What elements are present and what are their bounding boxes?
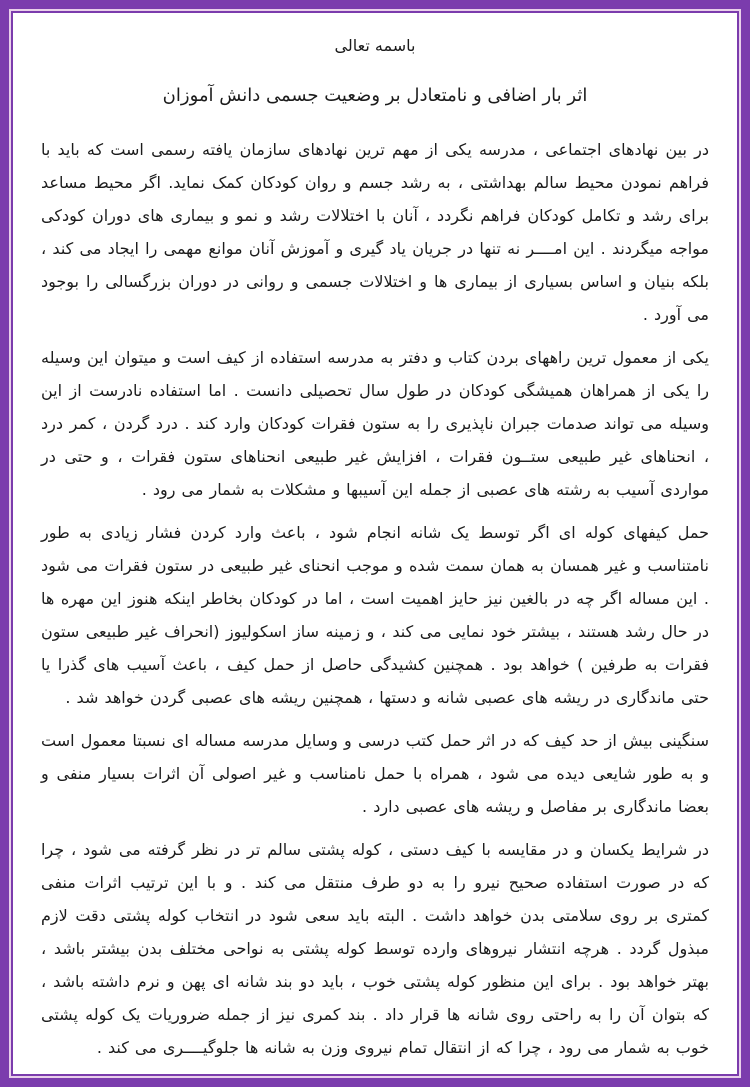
paragraph-backpack-recommendation: در شرایط یکسان و در مقایسه با کیف دستی ، کوله پشتی سالم تر در نظر گرفته می شود ، چرا که در صورت استفاده صحیح نیرو را به دو طرف منتقل می کند . و با این ترتیب اثرات منفی کمتری بر روی سلامتی بدن خواهد داشت . البته باید سعی شود در انتخاب کوله پشتی دقت لازم مبذول گردد . هرچه انتشار نیروهای وارده توسط کوله پشتی به نواحی مختلف بدن بیشتر باشد ، بهتر خواهد بود . برای این منظور کوله پشتی خوب ، باید دو بند شانه ای پهن و نرم داشته باشد ، که بتوان آن را به راحتی روی شانه ها قرار داد . بند کمری نیز از جمله ضروریات یک کوله پشتی خوب به شمار می رود ، چرا که از انتقال تمام نیروی وزن به شانه ها جلوگیــــری می کند . — [41, 839, 709, 1057]
bismillah-heading: باسمه تعالی — [334, 36, 416, 55]
document-title: اثر بار اضافی و نامتعادل بر وضعیت جسمی دانش آموزان — [162, 85, 588, 107]
paragraph-overweight-bag: سنگینی بیش از حد کیف که در اثر حمل کتب درسی و وسایل مدرسه مساله ای نسبتا معمول است و به طور شایعی دیده می شود ، همراه با حمل نامناسب و غیر اصولی آن اثرات بسیار منفی و بعضا ماندگاری بر مفاصل و ریشه های عصبی دارد . — [41, 730, 709, 816]
page-border-inner-frame — [11, 11, 739, 1076]
document-body — [41, 133, 709, 1064]
document-content — [41, 35, 709, 1064]
paragraph-one-shoulder-carrying: حمل کیفهای کوله ای اگر توسط یک شانه انجام شود ، باعث وارد کردن فشار زیادی به طور نامتناسب و غیر همسان به همان سمت شده و موجب انحنای غیر طبیعی در ستون فقرات می شود . این مساله اگر چه در بالغین نیز حایز اهمیت است ، اما در کودکان بخاطر اینکه هنوز این مهره ها در حال رشد هستند ، بیشتر خود نمایی می کند ، و زمینه ساز اسکولیوز (انحراف غیر طبیعی ستون فقرات به طرفین ) خواهد بود . همچنین کشیدگی حاصل از حمل کیف ، باعث آسیب های گذرا یا حتی ماندگاری در ریشه های عصبی شانه و دستها ، همچنین ریشه های عصبی گردن خواهد شد . — [41, 522, 709, 707]
paragraph-bag-usage: یکی از معمول ترین راههای بردن کتاب و دفتر به مدرسه استفاده از کیف است و میتوان این وسیله را یکی از همراهان همیشگی کودکان در طول سال تحصیلی دانست . اما استفاده نادرست از این وسیله می تواند صدمات جبران ناپذیری را به ستون فقرات کودکان وارد کند . درد گردن ، کمر درد ، انحناهای غیر طبیعی ستــون فقرات ، افزایش غیر طبیعی انحناهای ستون فقرات ، و حتی در مواردی آسیب به رشته های عصبی از جمله این آسیبها و مشکلات به شمار می رود . — [41, 347, 709, 499]
page-border-frame — [9, 9, 741, 1078]
paragraph-intro-school-role: در بین نهادهای اجتماعی ، مدرسه یکی از مهم ترین نهادهای سازمان یافته رسمی است که باید با فراهم نمودن محیط سالم بهداشتی ، به رشد جسم و روان کودکان کمک نماید. اگر محیط مساعد برای رشد و تکامل کودکان فراهم نگردد ، آنان با اختلالات رشد و نمو و بیماری های دوران کودکی مواجه میگردند . این امــــر نه تنها در جریان یاد گیری و آموزش آنان موانع مهمی را ایجاد می کند ، بلکه بنیان و اساس بسیاری از بیماری ها و اختلالات جسمی و روانی در دوران بزرگسالی را بوجود می آورد . — [41, 139, 709, 324]
